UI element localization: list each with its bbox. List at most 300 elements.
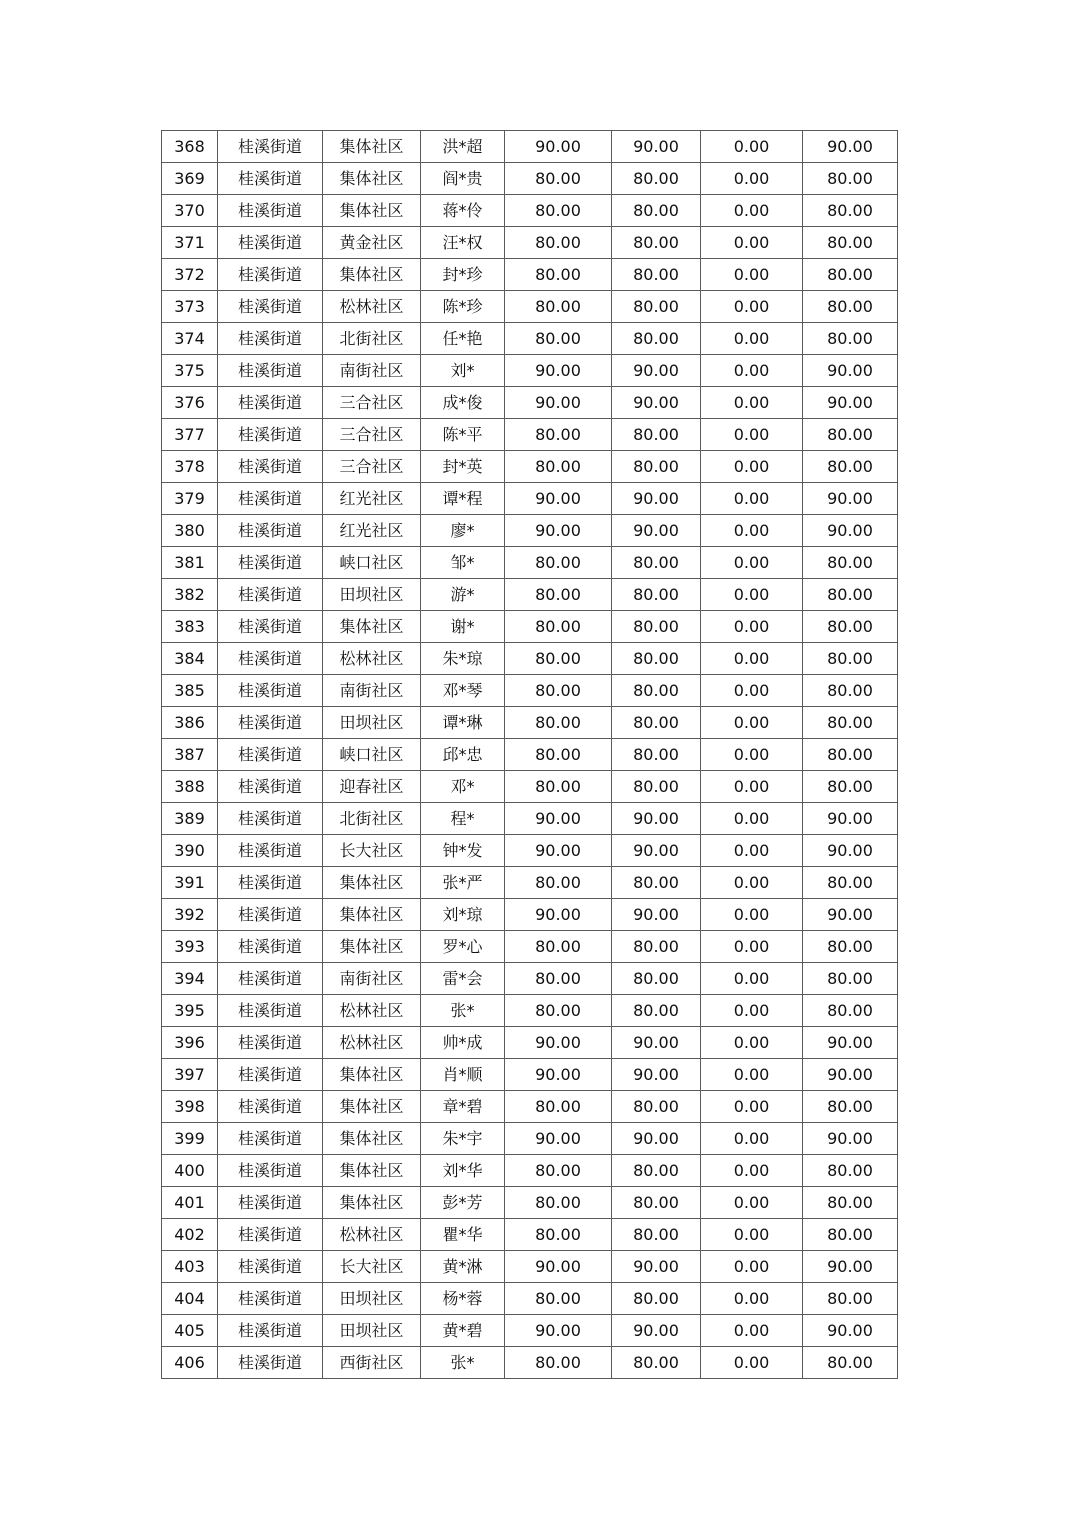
amount-c-cell: 0.00 <box>701 1027 803 1059</box>
table-row <box>162 643 898 675</box>
amount-total-cell: 90.00 <box>803 483 898 515</box>
table-row <box>162 227 898 259</box>
serial-number-cell: 393 <box>162 931 218 963</box>
amount-b-cell: 90.00 <box>612 1059 701 1091</box>
serial-number-cell: 368 <box>162 131 218 163</box>
street-cell: 桂溪街道 <box>218 643 323 675</box>
amount-c-cell: 0.00 <box>701 483 803 515</box>
amount-c-cell: 0.00 <box>701 899 803 931</box>
community-cell: 三合社区 <box>323 451 421 483</box>
amount-total-cell: 80.00 <box>803 323 898 355</box>
amount-a-cell: 80.00 <box>505 963 612 995</box>
street-cell: 桂溪街道 <box>218 1219 323 1251</box>
serial-number-cell: 375 <box>162 355 218 387</box>
table-row <box>162 771 898 803</box>
name-cell: 彭*芳 <box>421 1187 505 1219</box>
amount-c-cell: 0.00 <box>701 643 803 675</box>
name-cell: 黄*碧 <box>421 1315 505 1347</box>
street-cell: 桂溪街道 <box>218 1091 323 1123</box>
table-row <box>162 1123 898 1155</box>
street-cell: 桂溪街道 <box>218 675 323 707</box>
name-cell: 张* <box>421 1347 505 1379</box>
community-cell: 集体社区 <box>323 259 421 291</box>
amount-c-cell: 0.00 <box>701 1091 803 1123</box>
community-cell: 集体社区 <box>323 611 421 643</box>
community-cell: 峡口社区 <box>323 547 421 579</box>
amount-b-cell: 80.00 <box>612 1283 701 1315</box>
street-cell: 桂溪街道 <box>218 1027 323 1059</box>
amount-a-cell: 90.00 <box>505 899 612 931</box>
name-cell: 章*碧 <box>421 1091 505 1123</box>
amount-c-cell: 0.00 <box>701 931 803 963</box>
name-cell: 朱*琼 <box>421 643 505 675</box>
street-cell: 桂溪街道 <box>218 419 323 451</box>
amount-b-cell: 80.00 <box>612 771 701 803</box>
serial-number-cell: 383 <box>162 611 218 643</box>
serial-number-cell: 390 <box>162 835 218 867</box>
amount-c-cell: 0.00 <box>701 387 803 419</box>
amount-b-cell: 90.00 <box>612 483 701 515</box>
table-row <box>162 291 898 323</box>
amount-a-cell: 90.00 <box>505 387 612 419</box>
table-row <box>162 451 898 483</box>
community-cell: 红光社区 <box>323 483 421 515</box>
amount-c-cell: 0.00 <box>701 1347 803 1379</box>
amount-a-cell: 80.00 <box>505 739 612 771</box>
amount-b-cell: 80.00 <box>612 259 701 291</box>
street-cell: 桂溪街道 <box>218 579 323 611</box>
serial-number-cell: 384 <box>162 643 218 675</box>
table-row <box>162 1155 898 1187</box>
amount-b-cell: 80.00 <box>612 1155 701 1187</box>
name-cell: 陈*珍 <box>421 291 505 323</box>
street-cell: 桂溪街道 <box>218 547 323 579</box>
serial-number-cell: 382 <box>162 579 218 611</box>
name-cell: 阎*贵 <box>421 163 505 195</box>
serial-number-cell: 379 <box>162 483 218 515</box>
amount-total-cell: 80.00 <box>803 547 898 579</box>
amount-a-cell: 80.00 <box>505 579 612 611</box>
amount-c-cell: 0.00 <box>701 515 803 547</box>
amount-total-cell: 80.00 <box>803 451 898 483</box>
table-row <box>162 419 898 451</box>
table-row <box>162 611 898 643</box>
amount-c-cell: 0.00 <box>701 1155 803 1187</box>
table-row <box>162 579 898 611</box>
street-cell: 桂溪街道 <box>218 867 323 899</box>
serial-number-cell: 387 <box>162 739 218 771</box>
amount-total-cell: 80.00 <box>803 163 898 195</box>
amount-a-cell: 80.00 <box>505 1187 612 1219</box>
amount-c-cell: 0.00 <box>701 291 803 323</box>
serial-number-cell: 402 <box>162 1219 218 1251</box>
amount-total-cell: 90.00 <box>803 355 898 387</box>
street-cell: 桂溪街道 <box>218 771 323 803</box>
table-row <box>162 163 898 195</box>
serial-number-cell: 369 <box>162 163 218 195</box>
community-cell: 松林社区 <box>323 643 421 675</box>
community-cell: 田坝社区 <box>323 1283 421 1315</box>
community-cell: 集体社区 <box>323 1091 421 1123</box>
amount-a-cell: 90.00 <box>505 1251 612 1283</box>
amount-total-cell: 80.00 <box>803 995 898 1027</box>
amount-c-cell: 0.00 <box>701 547 803 579</box>
amount-total-cell: 80.00 <box>803 867 898 899</box>
amount-b-cell: 80.00 <box>612 995 701 1027</box>
table-row <box>162 1091 898 1123</box>
amount-a-cell: 80.00 <box>505 195 612 227</box>
amount-b-cell: 90.00 <box>612 387 701 419</box>
amount-b-cell: 80.00 <box>612 579 701 611</box>
serial-number-cell: 403 <box>162 1251 218 1283</box>
amount-total-cell: 80.00 <box>803 1347 898 1379</box>
street-cell: 桂溪街道 <box>218 1187 323 1219</box>
amount-a-cell: 80.00 <box>505 163 612 195</box>
amount-total-cell: 90.00 <box>803 899 898 931</box>
amount-total-cell: 80.00 <box>803 963 898 995</box>
name-cell: 谭*程 <box>421 483 505 515</box>
amount-c-cell: 0.00 <box>701 1187 803 1219</box>
amount-c-cell: 0.00 <box>701 803 803 835</box>
street-cell: 桂溪街道 <box>218 355 323 387</box>
name-cell: 朱*宇 <box>421 1123 505 1155</box>
amount-total-cell: 80.00 <box>803 419 898 451</box>
amount-a-cell: 90.00 <box>505 1059 612 1091</box>
table-row <box>162 515 898 547</box>
table-row <box>162 931 898 963</box>
amount-a-cell: 90.00 <box>505 131 612 163</box>
amount-total-cell: 90.00 <box>803 1027 898 1059</box>
name-cell: 陈*平 <box>421 419 505 451</box>
amount-total-cell: 80.00 <box>803 195 898 227</box>
amount-b-cell: 80.00 <box>612 867 701 899</box>
amount-b-cell: 80.00 <box>612 163 701 195</box>
community-cell: 集体社区 <box>323 1123 421 1155</box>
amount-c-cell: 0.00 <box>701 323 803 355</box>
serial-number-cell: 404 <box>162 1283 218 1315</box>
name-cell: 刘*琼 <box>421 899 505 931</box>
amount-total-cell: 80.00 <box>803 707 898 739</box>
community-cell: 集体社区 <box>323 867 421 899</box>
community-cell: 南街社区 <box>323 675 421 707</box>
amount-c-cell: 0.00 <box>701 259 803 291</box>
name-cell: 邱*忠 <box>421 739 505 771</box>
amount-c-cell: 0.00 <box>701 1123 803 1155</box>
community-cell: 田坝社区 <box>323 579 421 611</box>
table-row <box>162 131 898 163</box>
serial-number-cell: 392 <box>162 899 218 931</box>
serial-number-cell: 398 <box>162 1091 218 1123</box>
amount-c-cell: 0.00 <box>701 611 803 643</box>
amount-b-cell: 90.00 <box>612 835 701 867</box>
community-cell: 西街社区 <box>323 1347 421 1379</box>
community-cell: 南街社区 <box>323 355 421 387</box>
street-cell: 桂溪街道 <box>218 707 323 739</box>
amount-total-cell: 80.00 <box>803 1091 898 1123</box>
street-cell: 桂溪街道 <box>218 1283 323 1315</box>
amount-a-cell: 80.00 <box>505 1219 612 1251</box>
street-cell: 桂溪街道 <box>218 931 323 963</box>
table-row <box>162 387 898 419</box>
name-cell: 邓*琴 <box>421 675 505 707</box>
amount-b-cell: 90.00 <box>612 1027 701 1059</box>
serial-number-cell: 397 <box>162 1059 218 1091</box>
community-cell: 松林社区 <box>323 291 421 323</box>
amount-a-cell: 80.00 <box>505 451 612 483</box>
name-cell: 封*英 <box>421 451 505 483</box>
community-cell: 集体社区 <box>323 1187 421 1219</box>
amount-a-cell: 80.00 <box>505 771 612 803</box>
table-row <box>162 1219 898 1251</box>
community-cell: 集体社区 <box>323 163 421 195</box>
community-cell: 迎春社区 <box>323 771 421 803</box>
name-cell: 谭*琳 <box>421 707 505 739</box>
name-cell: 钟*发 <box>421 835 505 867</box>
street-cell: 桂溪街道 <box>218 899 323 931</box>
name-cell: 刘* <box>421 355 505 387</box>
amount-b-cell: 90.00 <box>612 1123 701 1155</box>
amount-a-cell: 80.00 <box>505 419 612 451</box>
community-cell: 集体社区 <box>323 899 421 931</box>
serial-number-cell: 381 <box>162 547 218 579</box>
amount-a-cell: 80.00 <box>505 1155 612 1187</box>
amount-b-cell: 90.00 <box>612 355 701 387</box>
community-cell: 田坝社区 <box>323 1315 421 1347</box>
table-row <box>162 803 898 835</box>
table-row <box>162 1027 898 1059</box>
amount-c-cell: 0.00 <box>701 995 803 1027</box>
amount-b-cell: 80.00 <box>612 739 701 771</box>
amount-a-cell: 80.00 <box>505 867 612 899</box>
name-cell: 封*珍 <box>421 259 505 291</box>
amount-total-cell: 90.00 <box>803 387 898 419</box>
amount-total-cell: 80.00 <box>803 739 898 771</box>
serial-number-cell: 377 <box>162 419 218 451</box>
name-cell: 程* <box>421 803 505 835</box>
amount-b-cell: 80.00 <box>612 611 701 643</box>
street-cell: 桂溪街道 <box>218 515 323 547</box>
amount-total-cell: 80.00 <box>803 259 898 291</box>
amount-b-cell: 80.00 <box>612 291 701 323</box>
amount-b-cell: 80.00 <box>612 1091 701 1123</box>
amount-b-cell: 80.00 <box>612 227 701 259</box>
table-row <box>162 1059 898 1091</box>
serial-number-cell: 386 <box>162 707 218 739</box>
street-cell: 桂溪街道 <box>218 963 323 995</box>
amount-c-cell: 0.00 <box>701 835 803 867</box>
amount-b-cell: 80.00 <box>612 931 701 963</box>
serial-number-cell: 401 <box>162 1187 218 1219</box>
amount-total-cell: 90.00 <box>803 1315 898 1347</box>
serial-number-cell: 376 <box>162 387 218 419</box>
amount-a-cell: 80.00 <box>505 707 612 739</box>
amount-a-cell: 80.00 <box>505 291 612 323</box>
amount-c-cell: 0.00 <box>701 739 803 771</box>
serial-number-cell: 406 <box>162 1347 218 1379</box>
table-row <box>162 547 898 579</box>
amount-b-cell: 80.00 <box>612 195 701 227</box>
amount-total-cell: 90.00 <box>803 1123 898 1155</box>
street-cell: 桂溪街道 <box>218 739 323 771</box>
community-cell: 集体社区 <box>323 195 421 227</box>
name-cell: 肖*顺 <box>421 1059 505 1091</box>
name-cell: 雷*会 <box>421 963 505 995</box>
name-cell: 邓* <box>421 771 505 803</box>
amount-a-cell: 90.00 <box>505 1027 612 1059</box>
amount-b-cell: 90.00 <box>612 1251 701 1283</box>
amount-a-cell: 90.00 <box>505 483 612 515</box>
amount-a-cell: 80.00 <box>505 643 612 675</box>
serial-number-cell: 399 <box>162 1123 218 1155</box>
table-row <box>162 707 898 739</box>
amount-b-cell: 80.00 <box>612 451 701 483</box>
serial-number-cell: 389 <box>162 803 218 835</box>
community-cell: 峡口社区 <box>323 739 421 771</box>
community-cell: 北街社区 <box>323 803 421 835</box>
community-cell: 松林社区 <box>323 995 421 1027</box>
amount-c-cell: 0.00 <box>701 419 803 451</box>
amount-a-cell: 80.00 <box>505 931 612 963</box>
amount-total-cell: 80.00 <box>803 611 898 643</box>
street-cell: 桂溪街道 <box>218 483 323 515</box>
amount-c-cell: 0.00 <box>701 163 803 195</box>
amount-c-cell: 0.00 <box>701 1315 803 1347</box>
name-cell: 游* <box>421 579 505 611</box>
name-cell: 张*严 <box>421 867 505 899</box>
serial-number-cell: 391 <box>162 867 218 899</box>
serial-number-cell: 371 <box>162 227 218 259</box>
amount-c-cell: 0.00 <box>701 867 803 899</box>
community-cell: 长大社区 <box>323 835 421 867</box>
amount-a-cell: 80.00 <box>505 259 612 291</box>
community-cell: 三合社区 <box>323 387 421 419</box>
name-cell: 瞿*华 <box>421 1219 505 1251</box>
amount-c-cell: 0.00 <box>701 131 803 163</box>
community-cell: 红光社区 <box>323 515 421 547</box>
name-cell: 洪*超 <box>421 131 505 163</box>
amount-c-cell: 0.00 <box>701 1283 803 1315</box>
amount-b-cell: 90.00 <box>612 515 701 547</box>
community-cell: 集体社区 <box>323 1155 421 1187</box>
serial-number-cell: 370 <box>162 195 218 227</box>
community-cell: 南街社区 <box>323 963 421 995</box>
amount-c-cell: 0.00 <box>701 227 803 259</box>
amount-b-cell: 80.00 <box>612 323 701 355</box>
serial-number-cell: 380 <box>162 515 218 547</box>
amount-c-cell: 0.00 <box>701 451 803 483</box>
community-cell: 集体社区 <box>323 931 421 963</box>
street-cell: 桂溪街道 <box>218 1059 323 1091</box>
amount-b-cell: 80.00 <box>612 707 701 739</box>
amount-a-cell: 90.00 <box>505 515 612 547</box>
amount-a-cell: 90.00 <box>505 355 612 387</box>
amount-total-cell: 80.00 <box>803 643 898 675</box>
street-cell: 桂溪街道 <box>218 387 323 419</box>
table-row <box>162 1251 898 1283</box>
table-row <box>162 675 898 707</box>
amount-a-cell: 80.00 <box>505 1347 612 1379</box>
table-row <box>162 1187 898 1219</box>
serial-number-cell: 373 <box>162 291 218 323</box>
community-cell: 集体社区 <box>323 1059 421 1091</box>
street-cell: 桂溪街道 <box>218 611 323 643</box>
street-cell: 桂溪街道 <box>218 803 323 835</box>
table-row <box>162 195 898 227</box>
name-cell: 刘*华 <box>421 1155 505 1187</box>
amount-b-cell: 80.00 <box>612 675 701 707</box>
table-row <box>162 483 898 515</box>
amount-total-cell: 80.00 <box>803 1187 898 1219</box>
street-cell: 桂溪街道 <box>218 835 323 867</box>
amount-a-cell: 90.00 <box>505 1123 612 1155</box>
name-cell: 罗*心 <box>421 931 505 963</box>
serial-number-cell: 378 <box>162 451 218 483</box>
street-cell: 桂溪街道 <box>218 291 323 323</box>
amount-total-cell: 90.00 <box>803 131 898 163</box>
amount-a-cell: 90.00 <box>505 803 612 835</box>
name-cell: 汪*权 <box>421 227 505 259</box>
serial-number-cell: 400 <box>162 1155 218 1187</box>
table-row <box>162 355 898 387</box>
name-cell: 邹* <box>421 547 505 579</box>
community-cell: 松林社区 <box>323 1027 421 1059</box>
street-cell: 桂溪街道 <box>218 1347 323 1379</box>
amount-c-cell: 0.00 <box>701 771 803 803</box>
amount-b-cell: 90.00 <box>612 131 701 163</box>
street-cell: 桂溪街道 <box>218 995 323 1027</box>
amount-a-cell: 80.00 <box>505 547 612 579</box>
amount-total-cell: 90.00 <box>803 803 898 835</box>
street-cell: 桂溪街道 <box>218 1123 323 1155</box>
serial-number-cell: 395 <box>162 995 218 1027</box>
amount-c-cell: 0.00 <box>701 963 803 995</box>
amount-b-cell: 80.00 <box>612 963 701 995</box>
amount-c-cell: 0.00 <box>701 1251 803 1283</box>
table-row <box>162 963 898 995</box>
community-cell: 三合社区 <box>323 419 421 451</box>
table-body <box>162 131 898 1379</box>
table-row <box>162 899 898 931</box>
amount-b-cell: 90.00 <box>612 899 701 931</box>
table-row <box>162 323 898 355</box>
name-cell: 任*艳 <box>421 323 505 355</box>
amount-a-cell: 80.00 <box>505 611 612 643</box>
name-cell: 成*俊 <box>421 387 505 419</box>
amount-b-cell: 80.00 <box>612 1219 701 1251</box>
amount-b-cell: 80.00 <box>612 1347 701 1379</box>
street-cell: 桂溪街道 <box>218 227 323 259</box>
table-row <box>162 995 898 1027</box>
amount-b-cell: 90.00 <box>612 1315 701 1347</box>
serial-number-cell: 396 <box>162 1027 218 1059</box>
community-cell: 长大社区 <box>323 1251 421 1283</box>
community-cell: 集体社区 <box>323 131 421 163</box>
name-cell: 杨*蓉 <box>421 1283 505 1315</box>
name-cell: 黄*淋 <box>421 1251 505 1283</box>
amount-a-cell: 80.00 <box>505 1091 612 1123</box>
serial-number-cell: 388 <box>162 771 218 803</box>
amount-b-cell: 90.00 <box>612 803 701 835</box>
amount-total-cell: 80.00 <box>803 1283 898 1315</box>
amount-a-cell: 80.00 <box>505 995 612 1027</box>
community-cell: 黄金社区 <box>323 227 421 259</box>
amount-a-cell: 90.00 <box>505 835 612 867</box>
name-cell: 谢* <box>421 611 505 643</box>
amount-total-cell: 80.00 <box>803 1219 898 1251</box>
amount-total-cell: 90.00 <box>803 1251 898 1283</box>
amount-a-cell: 80.00 <box>505 675 612 707</box>
amount-c-cell: 0.00 <box>701 1059 803 1091</box>
